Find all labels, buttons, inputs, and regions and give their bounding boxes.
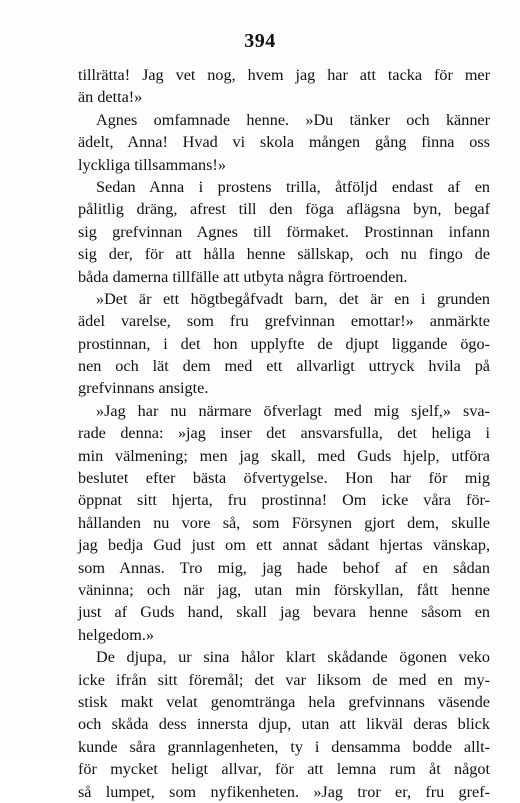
text-line: lyckliga tillsammans!»	[78, 155, 226, 174]
text-line: »Det är ett högtbegåfvadt barn, det är en i grunden	[96, 289, 490, 308]
body-text	[78, 64, 490, 803]
text-line: rade denna: »jag inser det ansvarsfulla, det heliga i	[78, 424, 490, 443]
text-line: prostinnan, i det hon upplyfte de djupt liggande ögo-	[78, 334, 490, 353]
text-line: tillrätta! Jag vet nog, hvem jag har att tacka för mer	[78, 66, 490, 84]
text-line: beslutet efter bästa öfvertygelse. Hon har för mig	[78, 469, 490, 488]
text-line: än detta!»	[78, 88, 143, 107]
text-line: ädel varelse, som fru grefvinnan emottar!» anmärkte	[78, 312, 490, 331]
text-line: min välmening; men jag skall, med Guds hjelp, utföra	[78, 446, 490, 465]
text-line: öppnat sitt hjerta, fru prostinna! Om icke våra för-	[78, 491, 490, 510]
text-line: Sedan Anna i prostens trilla, åtföljd endast af en	[96, 177, 490, 196]
text-line: icke ifrån sitt föremål; det var liksom de med en my-	[78, 670, 490, 689]
text-line: kunde såra grannlagenheten, ty i densamma bodde allt-	[78, 737, 490, 756]
text-line: just af Guds hand, skall jag bevara henne såsom en	[78, 603, 490, 622]
text-line: så lumpet, som nyfikenheten. »Jag tror er, fru gref-	[78, 782, 490, 801]
text-line: jag bedja Gud just om ett annat sådant hjertas vänskap,	[78, 536, 490, 555]
page-number: 394	[244, 30, 276, 52]
text-line: som Annas. Tro mig, jag hade behof af en sådan	[78, 558, 490, 577]
text-line: hållanden nu vore så, som Försynen gjort dem, skulle	[78, 513, 490, 532]
text-line: nen och lät dem med ett allvarligt uttryck hvila på	[78, 357, 490, 376]
text-line: båda damerna tillfälle att utbyta några förtroenden.	[78, 267, 408, 286]
text-line: för mycket heligt allvar, för att lemna rum åt något	[78, 760, 490, 779]
text-line: Agnes omfamnade henne. »Du tänker och känner	[96, 110, 490, 129]
text-line: sig der, för att hålla henne sällskap, och nu fingo de	[78, 245, 490, 264]
text-line: helgedom.»	[78, 625, 154, 644]
text-line: och skåda dess innersta djup, utan att likväl deras blick	[78, 715, 490, 734]
text-line: De djupa, ur sina hålor klart skådande ögonen veko	[96, 648, 490, 667]
text-line: stisk makt velat genomtränga hela grefvinnans väsende	[78, 692, 490, 711]
text-line: ädelt, Anna! Hvad vi skola mången gång finna oss	[78, 133, 490, 152]
text-line: »Jag har nu närmare öfverlagt med mig sjelf,» sva-	[96, 401, 490, 420]
text-line: väninna; och när jag, utan min förskyllan, fått henne	[78, 580, 490, 599]
text-line: pålitlig dräng, afrest till den föga aflägsna byn, begaf	[78, 200, 490, 219]
text-line: grefvinnans ansigte.	[78, 379, 209, 398]
text-line: sig grefvinnan Agnes till förmaket. Prostinnan infann	[78, 222, 490, 241]
